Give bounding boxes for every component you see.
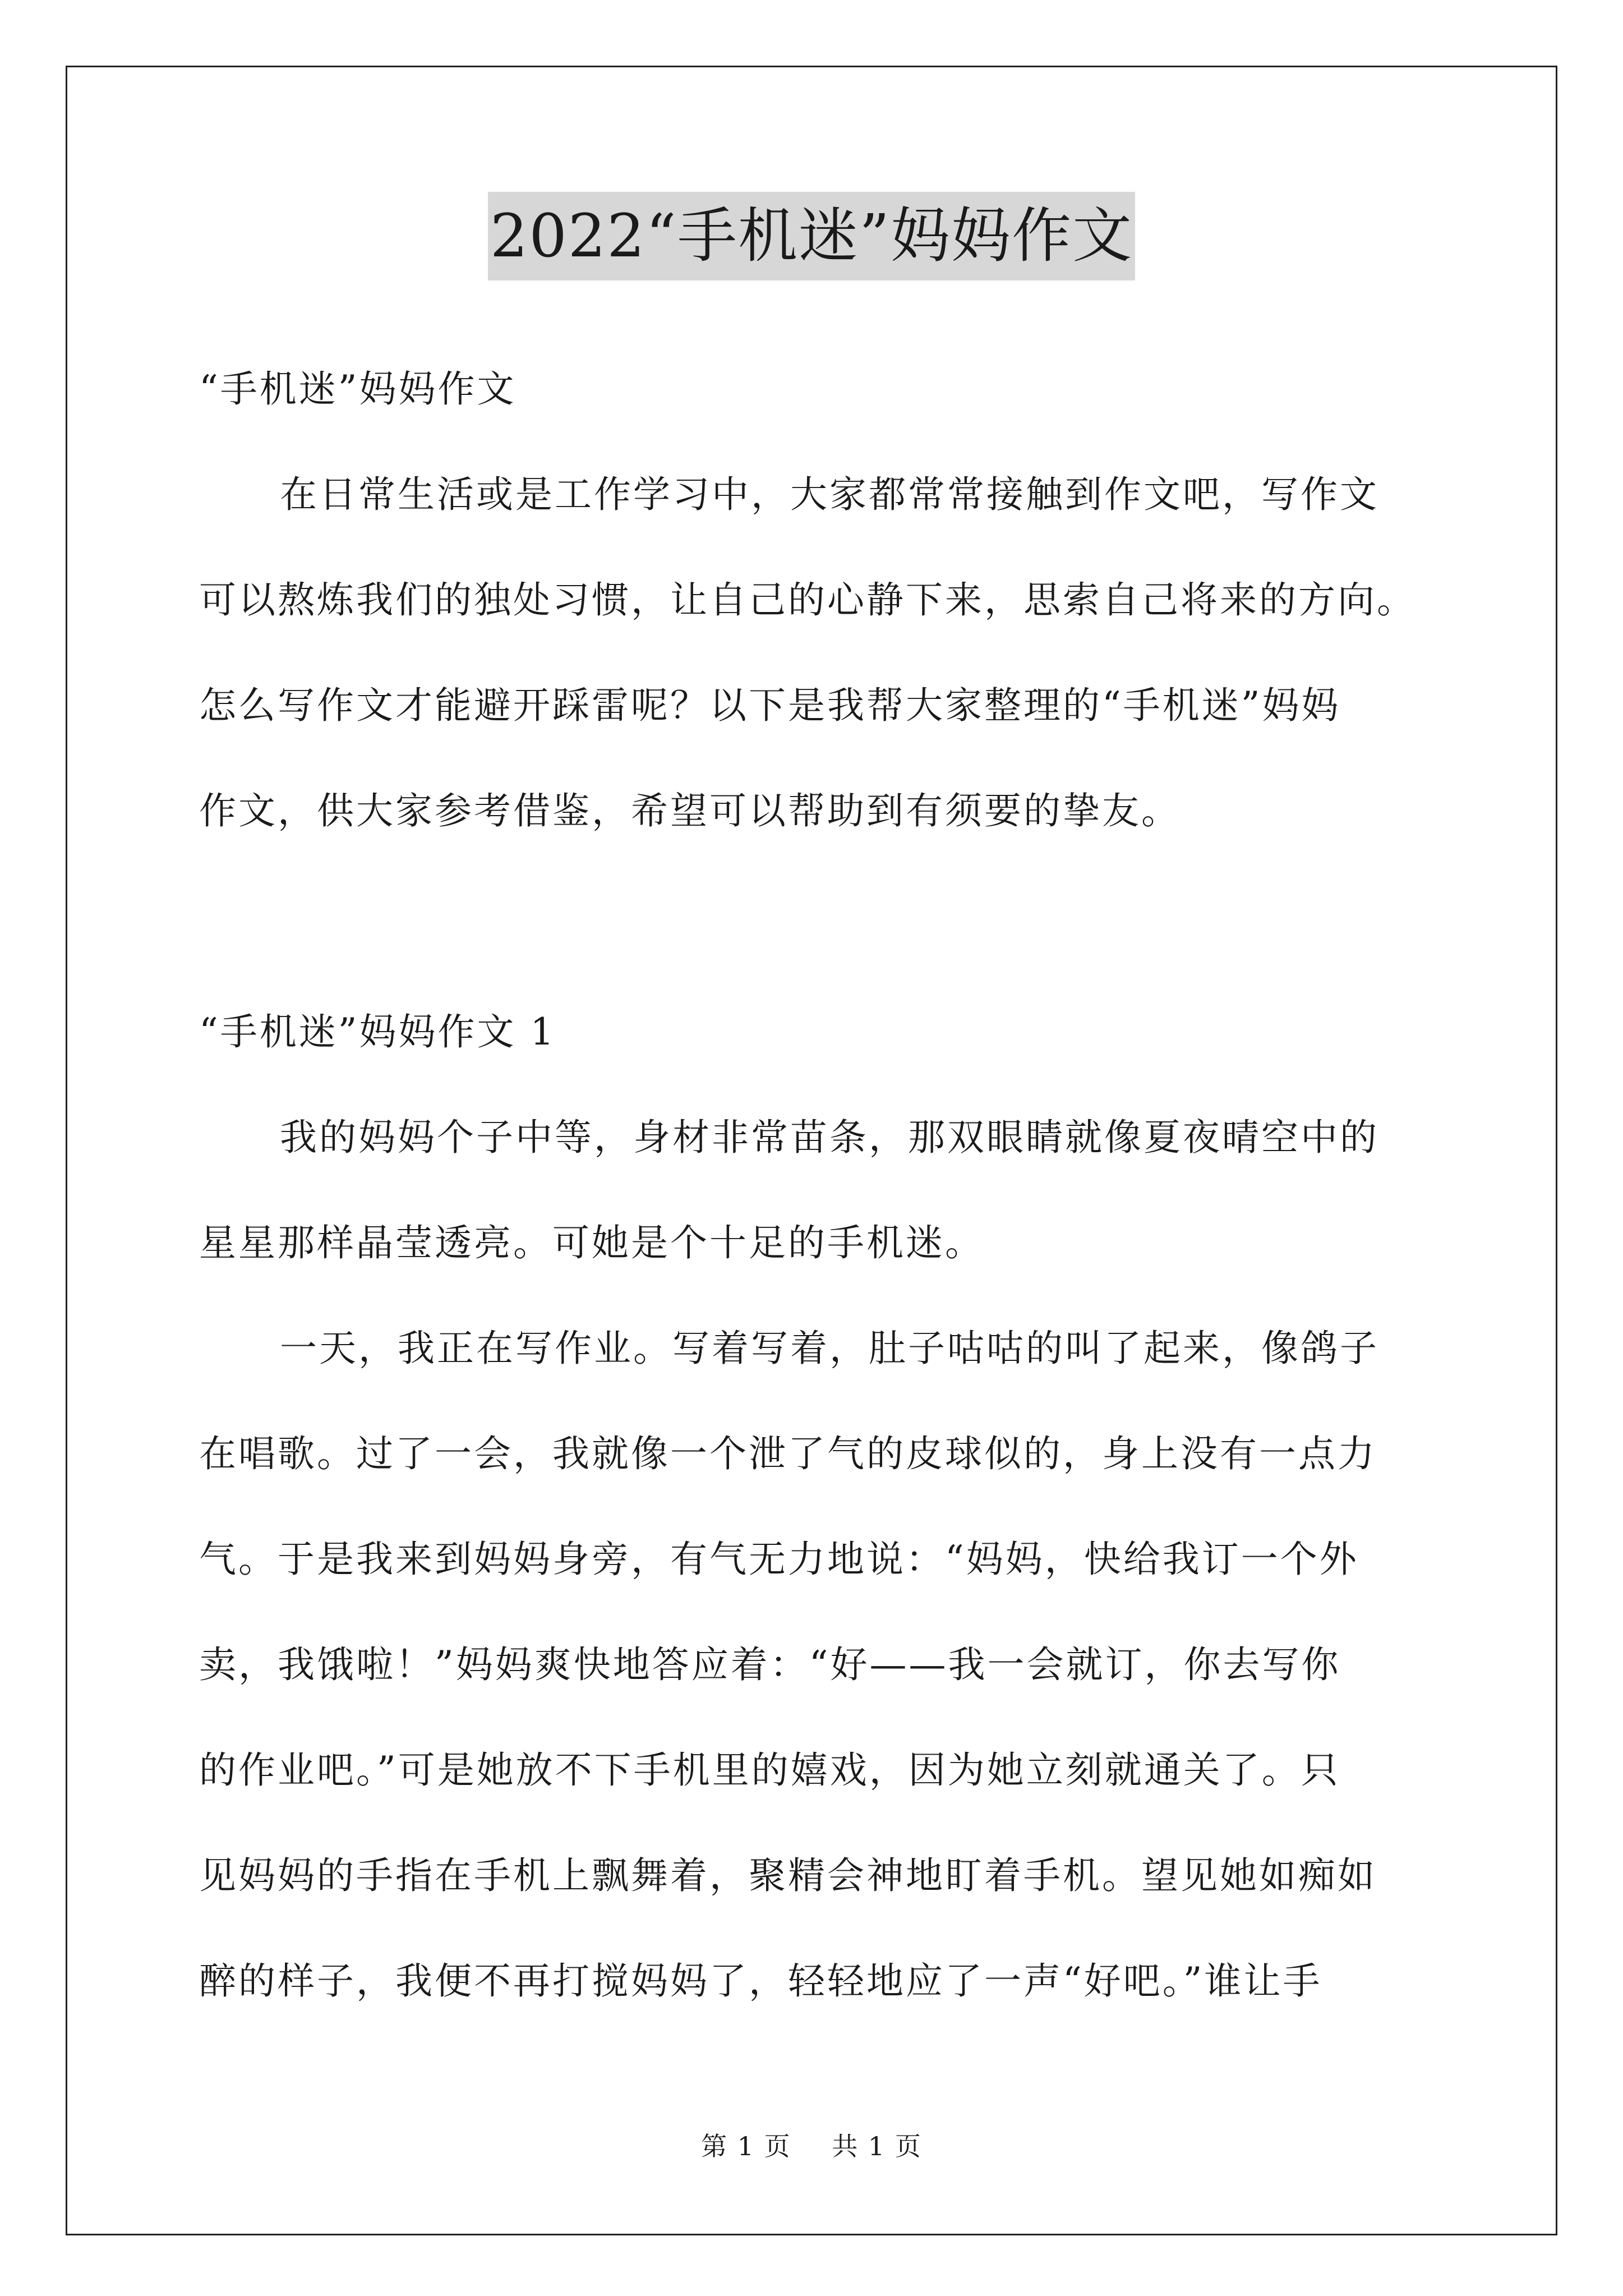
intro-line: 作文，供大家参考借鉴，希望可以帮助到有须要的挚友。 xyxy=(199,789,1181,832)
document-body xyxy=(199,337,1433,2034)
essay-line: 醉的样子，我便不再打搅妈妈了，轻轻地应了一声“好吧。”谁让手 xyxy=(199,1959,1322,2003)
essay-line: 一天，我正在写作业。写着写着，肚子咕咕的叫了起来，像鸽子 xyxy=(280,1327,1379,1370)
title-container xyxy=(0,192,1623,280)
intro-line: 在日常生活或是工作学习中，大家都常常接触到作文吧，写作文 xyxy=(280,473,1379,516)
intro-line: 可以熬炼我们的独处习惯，让自己的心静下来，思索自己将来的方向。 xyxy=(199,578,1416,622)
section-spacer xyxy=(199,864,1433,979)
essay-line: 星星那样晶莹透亮。可她是个十足的手机迷。 xyxy=(199,1221,984,1264)
essay-line: 的作业吧。”可是她放不下手机里的嬉戏，因为她立刻就通关了。只 xyxy=(199,1749,1340,1792)
section-heading: “手机迷”妈妈作文 xyxy=(199,367,517,411)
essay-line: 在唱歌。过了一会，我就像一个泄了气的皮球似的，身上没有一点力 xyxy=(199,1432,1377,1475)
essay-line: 卖，我饿啦！”妈妈爽快地答应着：“好——我一会就订，你去写你 xyxy=(199,1643,1341,1686)
page-number-current: 第 1 页 xyxy=(701,2131,791,2161)
page-number-total: 共 1 页 xyxy=(832,2131,922,2161)
page-title: 2022“手机迷”妈妈作文 xyxy=(488,192,1135,280)
essay-line: 见妈妈的手指在手机上飘舞着，聚精会神地盯着手机。望见她如痴如 xyxy=(199,1854,1377,1897)
essay-line: 气。于是我来到妈妈身旁，有气无力地说：“妈妈，快给我订一个外 xyxy=(199,1538,1359,1581)
essay-line: 我的妈妈个子中等，身材非常苗条，那双眼睛就像夏夜晴空中的 xyxy=(280,1116,1379,1159)
intro-line: 怎么写作文才能避开踩雷呢？以下是我帮大家整理的“手机迷”妈妈 xyxy=(199,684,1341,727)
page-footer xyxy=(0,2129,1623,2163)
essay-heading: “手机迷”妈妈作文 1 xyxy=(199,1010,556,1053)
